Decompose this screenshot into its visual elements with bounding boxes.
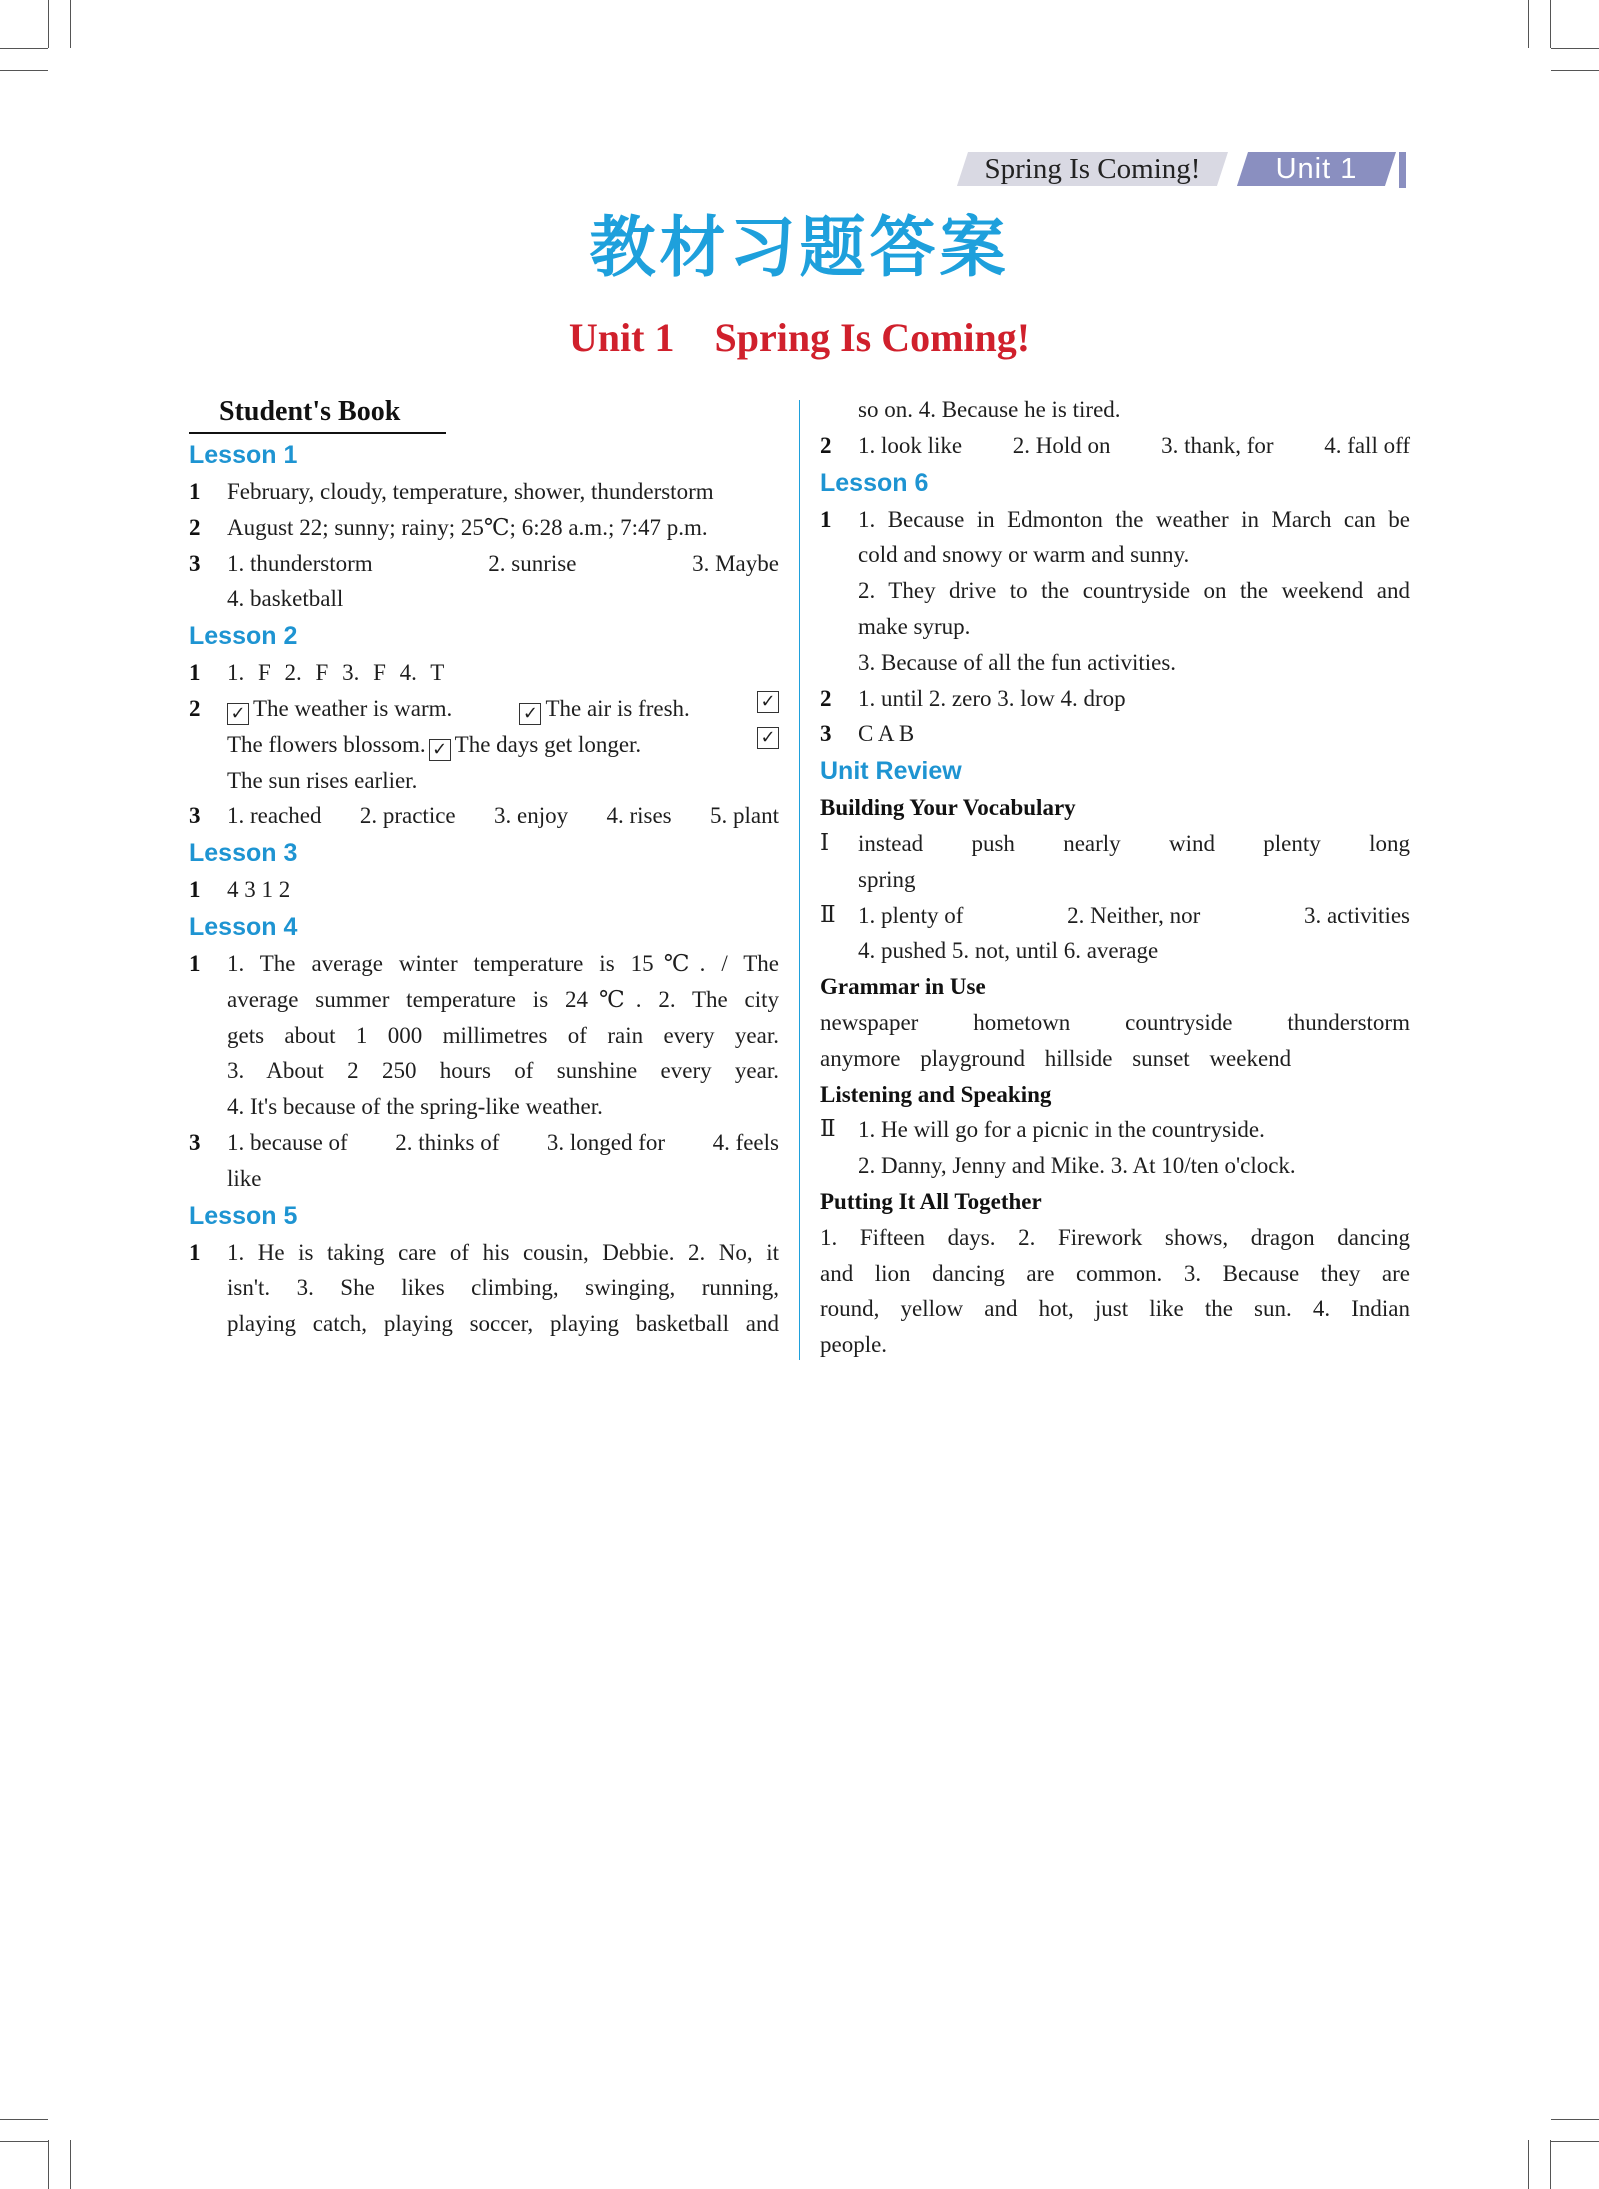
answer-text: The air is fresh. (545, 695, 690, 721)
answer-text: 4. feels (712, 1129, 779, 1155)
answer-text: isn't. 3. She likes climbing, swinging, running, (227, 1275, 779, 1301)
roman-numeral: Ⅱ (820, 901, 836, 928)
answer-text: 1. until 2. zero 3. low 4. drop (858, 685, 1126, 711)
crop-mark (48, 2140, 49, 2189)
roman-numeral: Ⅰ (820, 829, 830, 856)
answer-text: 1. F 2. F 3. F 4. T (227, 660, 445, 686)
answer-text: 4. fall off (1324, 432, 1410, 458)
answer-text: average summer temperature is 24℃. 2. The city (227, 986, 779, 1012)
answer-text: plenty (1263, 830, 1321, 856)
crop-mark (70, 0, 71, 48)
answer-text: 1. He is taking care of his cousin, Debbie. 2. No, it (227, 1239, 779, 1265)
crop-mark (1551, 2141, 1599, 2142)
answer-text: 5. plant (710, 803, 779, 829)
lesson-6-title: Lesson 6 (820, 468, 929, 497)
right-column (820, 392, 1410, 1363)
checkbox-icon: ✓ (519, 703, 541, 725)
answer-text: 3. thank, for (1161, 432, 1274, 458)
answer-text: C A B (858, 721, 915, 747)
answer-row: 2 ✓ The weather is warm. ✓ The air is fresh. ✓ (189, 691, 779, 727)
answer-text: 4 3 1 2 (227, 877, 291, 903)
header-tag-text: Spring Is Coming! (984, 153, 1201, 185)
checkbox-icon: ✓ (227, 703, 249, 725)
answer-row: 3 1. thunderstorm 2. sunrise 3. Maybe (189, 546, 779, 582)
answer-row: 1 1. Because in Edmonton the weather in March can be (820, 502, 1410, 538)
answer-text: 1. Fifteen days. 2. Firework shows, dragon dancing (820, 1224, 1410, 1250)
answer-text: 1. reached (227, 803, 322, 829)
lesson-4-title: Lesson 4 (189, 912, 298, 941)
answer-text: The days get longer. (454, 731, 642, 757)
answer-text: cold and snowy or warm and sunny. (858, 542, 1190, 568)
header-bar (1399, 152, 1406, 188)
answer-text: 3. longed for (546, 1129, 666, 1155)
answer-text: 2. Hold on (1012, 432, 1111, 458)
answer-text: 1. Because in Edmonton the weather in March can be (858, 506, 1410, 532)
answer-row (820, 898, 1410, 934)
unit-title (0, 313, 1599, 363)
answer-text: 4. pushed 5. not, until 6. average (858, 938, 1159, 964)
answer-text: The flowers blossom. (227, 731, 426, 757)
answer-text: 2. thinks of (395, 1129, 500, 1155)
crop-mark (1551, 48, 1599, 49)
answer-text: 1. plenty of (858, 902, 964, 928)
answer-row: 1 1. F 2. F 3. F 4. T (189, 655, 779, 691)
answer-row: 3 1. because of 2. thinks of 3. longed for 4. feels (189, 1125, 779, 1161)
section-heading: Grammar in Use (820, 974, 986, 1000)
answer-text: 3. Maybe (692, 550, 779, 576)
crop-mark (1551, 70, 1599, 71)
answer-text: round, yellow and hot, just like the sun. 4. Indian (820, 1296, 1410, 1322)
answer-text: wind (1168, 830, 1215, 856)
answer-row: 1 February, cloudy, temperature, shower, thunderstorm (189, 474, 779, 510)
answer-text: people. (820, 1332, 888, 1358)
answer-row: 1 1. He is taking care of his cousin, Debbie. 2. No, it (189, 1235, 779, 1271)
answer-text: 2. They drive to the countryside on the weekend and (858, 578, 1410, 604)
answer-text: 1. look like (858, 432, 963, 458)
header-unit (1237, 152, 1396, 186)
answer-text: nearly (1063, 830, 1121, 856)
crop-mark (0, 70, 48, 71)
section-heading: Listening and Speaking (820, 1081, 1052, 1107)
crop-mark (48, 0, 49, 48)
answer-row: 2 August 22; sunny; rainy; 25℃; 6:28 a.m.; 7:47 p.m. (189, 510, 779, 546)
unit-title-name: Spring Is Coming! (714, 315, 1031, 360)
answer-text: playing catch, playing soccer, playing basketball and (227, 1311, 779, 1337)
answer-text: August 22; sunny; rainy; 25℃; 6:28 a.m.; 7:47 p.m. (227, 514, 708, 540)
answer-text: 1. because of (227, 1129, 348, 1155)
checkbox-icon: ✓ (757, 727, 779, 749)
answer-text: spring (858, 866, 916, 892)
lesson-5-title: Lesson 5 (189, 1201, 298, 1230)
answer-text: 2. Danny, Jenny and Mike. 3. At 10/ten o'clock. (858, 1153, 1296, 1179)
answer-text: gets about 1 000 millimetres of rain every year. (227, 1022, 779, 1048)
answer-text: so on. 4. Because he is tired. (858, 397, 1121, 422)
answer-text: 3. enjoy (494, 803, 569, 829)
answer-text: instead (858, 830, 924, 856)
answer-row (820, 826, 1410, 862)
crop-mark (1528, 2140, 1529, 2189)
answer-text: anymore playground hillside sunset weekend (820, 1045, 1292, 1071)
checkbox-icon: ✓ (757, 691, 779, 713)
answer-text: 2. Neither, nor (1067, 902, 1201, 928)
header-unit-text: Unit 1 (1275, 153, 1358, 185)
lesson-1-title: Lesson 1 (189, 441, 298, 469)
answer-text: push (971, 830, 1015, 856)
answer-text: 1. thunderstorm (227, 550, 373, 576)
answer-row: 1 4 3 1 2 (189, 872, 779, 908)
answer-text: 4. basketball (227, 586, 344, 612)
answer-text: 1. He will go for a picnic in the countryside. (858, 1117, 1265, 1143)
answer-text: February, cloudy, temperature, shower, thunderstorm (227, 479, 714, 504)
section-heading: Putting It All Together (820, 1188, 1042, 1214)
students-book-title: Student's Book (219, 396, 401, 427)
answer-row: 3 C A B (820, 716, 1410, 752)
answer-text: newspaper (820, 1009, 919, 1035)
answer-row: 2 1. until 2. zero 3. low 4. drop (820, 681, 1410, 717)
column-divider (799, 400, 800, 1360)
section-heading: Building Your Vocabulary (820, 795, 1076, 821)
students-book-heading (189, 392, 779, 436)
crop-mark (1551, 2119, 1599, 2120)
roman-numeral: Ⅱ (820, 1116, 836, 1143)
answer-text: 3. activities (1303, 902, 1410, 928)
crop-mark (0, 2141, 48, 2142)
unit-title-unit: Unit 1 (568, 315, 675, 360)
answer-row: 1 1. The average winter temperature is 15℃. / The (189, 946, 779, 982)
lesson-3-title: Lesson 3 (189, 839, 298, 868)
header-tag (957, 152, 1228, 186)
answer-text: The weather is warm. (253, 695, 453, 721)
answer-text: hometown (973, 1009, 1071, 1035)
answer-text: thunderstorm (1287, 1009, 1410, 1035)
answer-text: like (227, 1165, 262, 1191)
checkbox-icon: ✓ (429, 739, 451, 761)
answer-text: and lion dancing are common. 3. Because they are (820, 1260, 1410, 1286)
unit-review-title: Unit Review (820, 757, 962, 786)
answer-text: make syrup. (858, 613, 971, 639)
answer-text: The sun rises earlier. (227, 767, 418, 793)
crop-mark (0, 48, 48, 49)
heading-underline (189, 432, 446, 434)
left-column (189, 392, 779, 1342)
crop-mark (1550, 0, 1551, 48)
answer-row: 3 1. reached 2. practice 3. enjoy 4. rises 5. plant (189, 798, 779, 834)
crop-mark (0, 2119, 48, 2120)
lesson-2-title: Lesson 2 (189, 622, 298, 651)
answer-text: countryside (1125, 1009, 1233, 1035)
answer-text: 4. It's because of the spring-like weather. (227, 1094, 603, 1120)
crop-mark (70, 2140, 71, 2189)
answer-row (820, 1112, 1410, 1148)
answer-text: 3. About 2 250 hours of sunshine every year. (227, 1058, 779, 1084)
answer-row: 2 1. look like 2. Hold on 3. thank, for 4. fall off (820, 428, 1410, 464)
answer-text: 2. sunrise (488, 550, 577, 576)
crop-mark (1550, 2140, 1551, 2189)
answer-text: long (1369, 830, 1410, 856)
answer-text: 1. The average winter temperature is 15℃. / The (227, 950, 779, 976)
crop-mark (1528, 0, 1529, 48)
answer-text: 4. rises (606, 803, 672, 829)
answer-text: 2. practice (359, 803, 456, 829)
page-title: 教材习题答案 (589, 209, 1010, 286)
answer-text: 3. Because of all the fun activities. (858, 649, 1177, 675)
